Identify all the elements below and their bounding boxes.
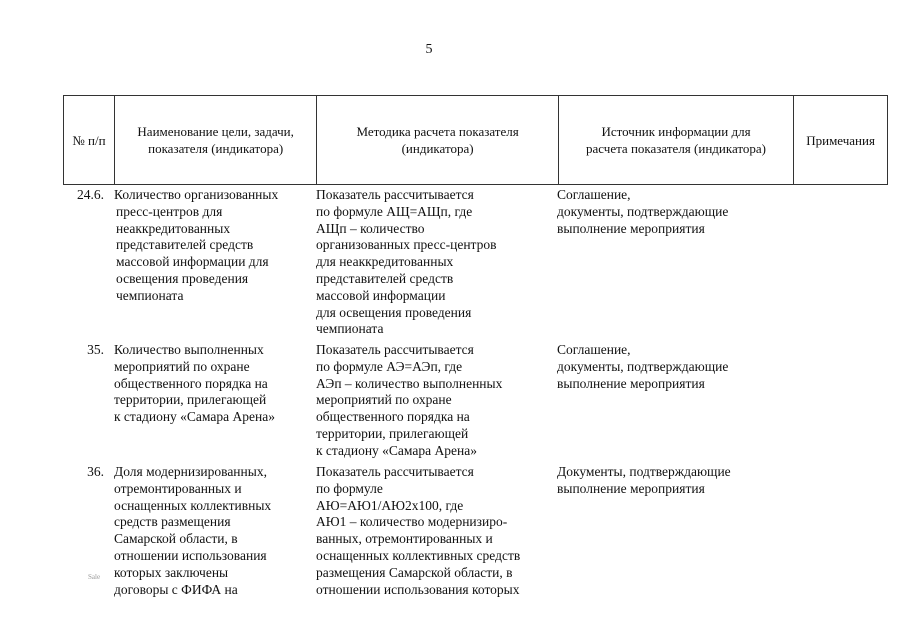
text-line: территории, прилегающей — [114, 392, 267, 408]
text-line: АЮ1 – количество модернизиро- — [316, 514, 508, 530]
header-method-line: Методика расчета показателя — [356, 124, 519, 139]
text-line: по формуле АЩ=АЩп, где — [316, 203, 473, 219]
row-method — [312, 342, 555, 460]
text-line: общественного порядка на — [316, 409, 470, 425]
text-line: Количество организованных — [114, 187, 279, 202]
row-method — [312, 464, 555, 598]
row-num: 24.6. — [77, 187, 104, 202]
text-line: которых заключены — [114, 564, 229, 580]
text-line: Показатель рассчитывается — [316, 187, 474, 202]
header-num: № п/п — [64, 96, 115, 184]
text-line: документы, подтверждающие — [557, 358, 729, 374]
text-line: пресс-центров для — [116, 203, 223, 219]
row-num: 36. — [87, 464, 104, 479]
text-line: договоры с ФИФА на — [114, 581, 238, 597]
text-line: отремонтированных и — [114, 480, 242, 496]
text-line: выполнение мероприятия — [557, 375, 705, 391]
text-line: чемпионата — [116, 287, 184, 303]
text-line: документы, подтверждающие — [557, 203, 729, 219]
text-line: освещения проведения — [116, 270, 249, 286]
header-method — [317, 96, 558, 184]
header-name-line: Наименование цели, задачи, — [137, 124, 294, 139]
text-line: средств размещения — [114, 514, 231, 530]
header-note: Примечания — [806, 132, 875, 148]
header-name-line: показателя (индикатора) — [148, 141, 284, 156]
row-name — [114, 187, 312, 338]
table-row — [63, 464, 888, 598]
text-line: массовой информации для — [116, 254, 269, 270]
header-method-line: (индикатора) — [401, 141, 474, 156]
table-row — [63, 187, 888, 338]
text-line: Показатель рассчитывается — [316, 342, 474, 357]
text-line: к стадиону «Самара Арена» — [114, 409, 275, 425]
table-row — [63, 342, 888, 460]
stamp-mark: Sale — [88, 573, 101, 581]
header-name — [115, 96, 318, 184]
row-note — [791, 187, 884, 338]
text-line: организованных пресс-центров — [316, 237, 497, 253]
text-line: по формуле АЭ=АЭп, где — [316, 358, 463, 374]
text-line: оснащенных коллективных средств — [316, 547, 521, 563]
page-number: 5 — [425, 42, 433, 57]
row-num: 35. — [87, 342, 104, 357]
text-line: чемпионата — [316, 321, 384, 337]
text-line: ванных, отремонтированных и — [316, 531, 493, 547]
text-line: к стадиону «Самара Арена» — [316, 442, 477, 458]
text-line: отношении использования — [114, 547, 267, 563]
text-line: размещения Самарской области, в — [316, 564, 513, 580]
text-line: Доля модернизированных, — [114, 464, 267, 479]
text-line: оснащенных коллективных — [114, 497, 272, 513]
text-line: мероприятий по охране — [114, 358, 250, 374]
text-line: Соглашение, — [557, 342, 631, 357]
text-line: Соглашение, — [557, 187, 631, 202]
header-source — [559, 96, 794, 184]
text-line: для освещения проведения — [316, 304, 472, 320]
row-method — [312, 187, 555, 338]
text-line: неаккредитованных — [116, 220, 231, 236]
row-note — [791, 464, 884, 598]
text-line: Количество выполненных — [114, 342, 264, 357]
row-name — [114, 342, 312, 460]
row-source — [555, 187, 791, 338]
text-line: для неаккредитованных — [316, 254, 454, 270]
text-line: мероприятий по охране — [316, 392, 452, 408]
text-line: выполнение мероприятия — [557, 480, 705, 496]
text-line: Документы, подтверждающие — [557, 464, 731, 479]
text-line: АЮ=АЮ1/АЮ2х100, где — [316, 497, 464, 513]
header-source-line: расчета показателя (индикатора) — [586, 141, 767, 156]
row-name — [114, 464, 312, 598]
text-line: массовой информации — [316, 287, 446, 303]
text-line: выполнение мероприятия — [557, 220, 705, 236]
row-note — [791, 342, 884, 460]
text-line: территории, прилегающей — [316, 425, 469, 441]
text-line: отношении использования которых — [316, 581, 520, 597]
text-line: представителей средств — [316, 270, 454, 286]
table-header — [63, 95, 888, 185]
text-line: АЩп – количество — [316, 220, 425, 236]
row-source — [555, 342, 791, 460]
header-source-line: Источник информации для — [601, 124, 751, 139]
text-line: Самарской области, в — [114, 531, 238, 547]
text-line: по формуле — [316, 480, 383, 496]
text-line: Показатель рассчитывается — [316, 464, 474, 479]
text-line: общественного порядка на — [114, 375, 268, 391]
row-source — [555, 464, 791, 598]
text-line: АЭп – количество выполненных — [316, 375, 503, 391]
text-line: представителей средств — [116, 237, 254, 253]
